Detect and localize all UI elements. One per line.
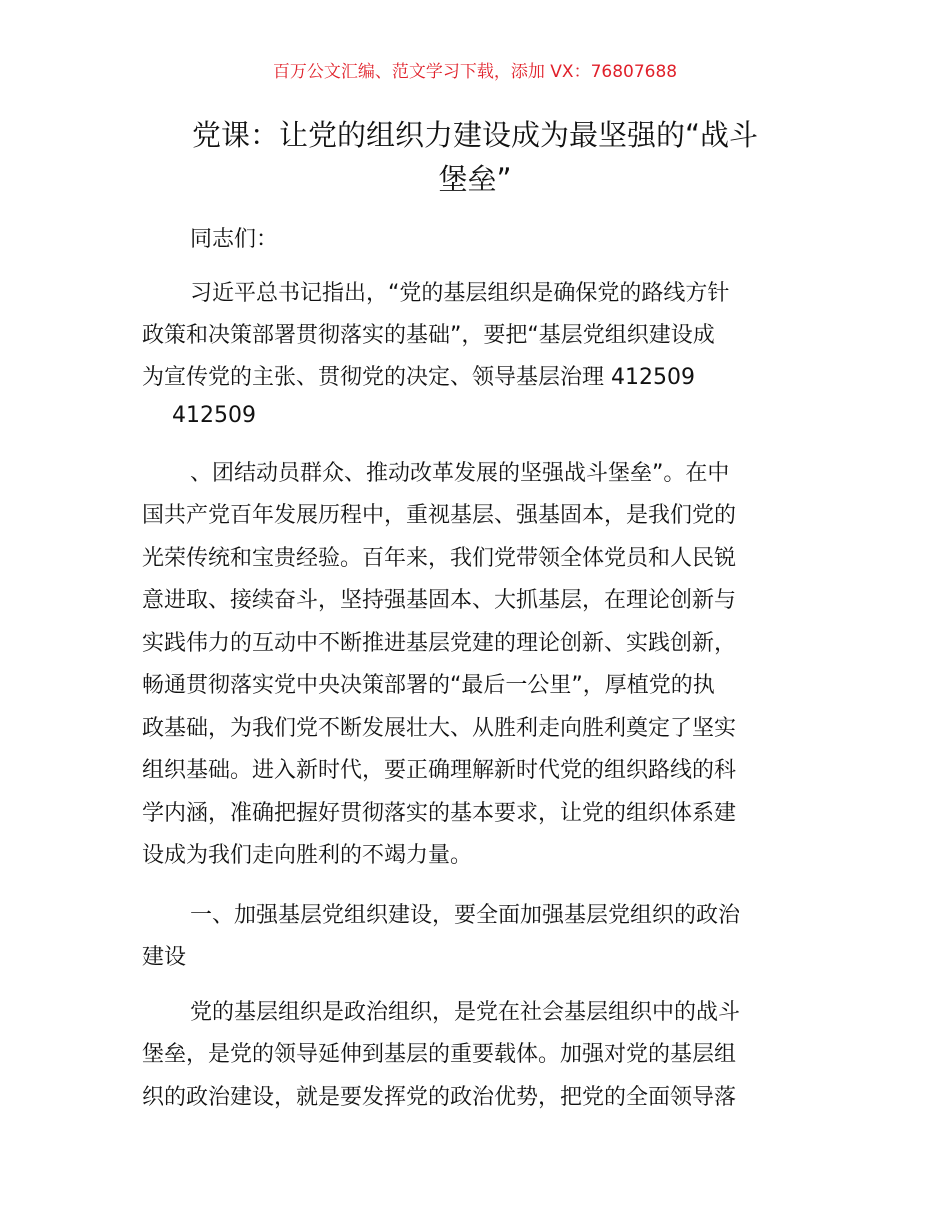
paragraph-line: 为宣传党的主张、贯彻党的决定、领导基层治理 412509 [142, 365, 695, 390]
title-line-1: 党课：让党的组织力建设成为最坚强的“战斗 [191, 118, 759, 152]
paragraph-line: 设成为我们走向胜利的不竭力量。 [142, 843, 473, 868]
paragraph-line: 堡垒，是党的领导延伸到基层的重要载体。加强对党的基层组 [142, 1042, 737, 1067]
section-heading: 一、加强基层党组织建设，要全面加强基层党组织的政治 [190, 903, 741, 928]
paragraph-line: 国共产党百年发展历程中，重视基层、强基固本，是我们党的 [142, 503, 737, 528]
paragraph-line: 412509 [172, 403, 256, 428]
paragraph-line: 光荣传统和宝贵经验。百年来，我们党带领全体党员和人民锐 [142, 546, 737, 571]
paragraph-line: 实践伟力的互动中不断推进基层党建的理论创新、实践创新， [142, 631, 737, 656]
paragraph-line: 、团结动员群众、推动改革发展的坚强战斗堡垒”。在中 [190, 461, 730, 486]
paragraph-line: 习近平总书记指出，“党的基层组织是确保党的路线方针 [190, 281, 730, 306]
page-title [0, 113, 950, 201]
section-heading: 建设 [142, 945, 187, 970]
paragraph-line: 政基础，为我们党不断发展壮大、从胜利走向胜利奠定了坚实 [142, 716, 737, 741]
paragraph-line: 畅通贯彻落实党中央决策部署的“最后一公里”，厚植党的执 [142, 673, 715, 698]
title-line-2: 堡垒” [438, 162, 512, 196]
paragraph-line: 意进取、接续奋斗，坚持强基固本、大抓基层，在理论创新与 [142, 588, 737, 613]
paragraph-line: 组织基础。进入新时代，要正确理解新时代党的组织路线的科 [142, 758, 737, 783]
salutation: 同志们： [190, 227, 279, 252]
download-banner: 百万公文汇编、范文学习下载，添加 VX：76807688 [272, 62, 678, 82]
paragraph-line: 政策和决策部署贯彻落实的基础”，要把“基层党组织建设成 [142, 323, 715, 348]
paragraph-line: 党的基层组织是政治组织，是党在社会基层组织中的战斗 [190, 1000, 741, 1025]
paragraph-line: 学内涵，准确把握好贯彻落实的基本要求，让党的组织体系建 [142, 801, 737, 826]
paragraph-line: 织的政治建设，就是要发挥党的政治优势，把党的全面领导落 [142, 1085, 737, 1110]
